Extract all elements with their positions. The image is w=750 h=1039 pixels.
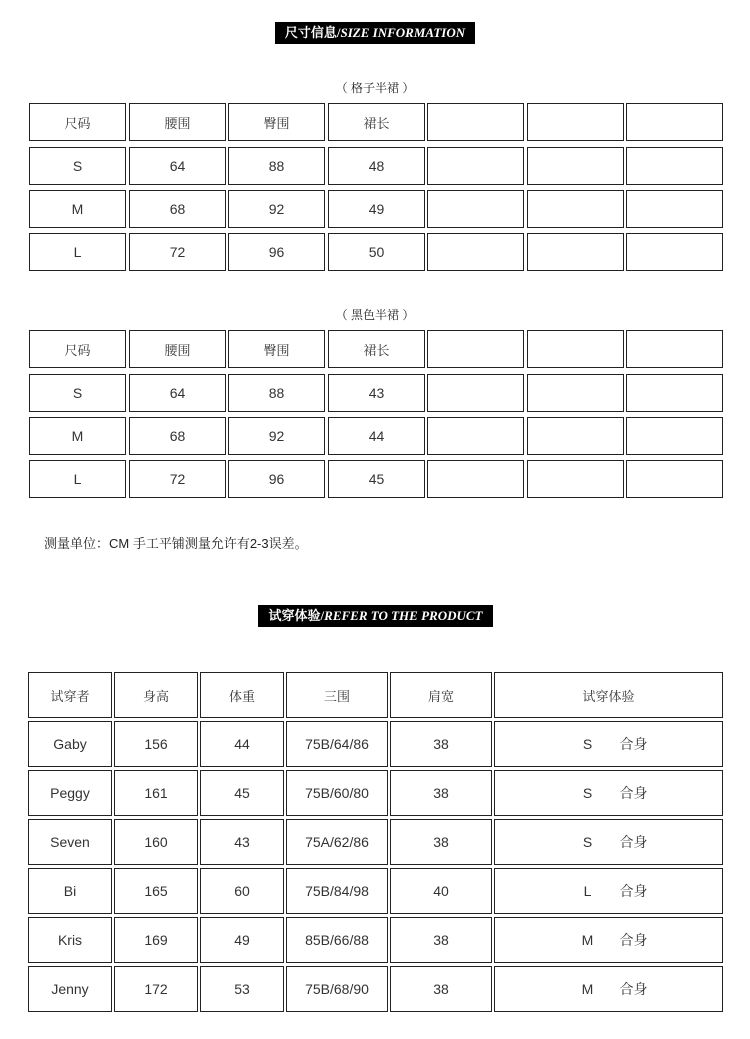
cell-blank-1 [427,374,524,412]
cell-shoulder: 38 [390,770,492,816]
black-skirt-subtitle: （ 黑色半裙 ） [335,308,415,322]
cell-blank-1 [427,233,524,271]
cell-hip: 92 [228,190,325,228]
header-blank-1 [427,103,524,141]
cell-tester: Gaby [28,721,112,767]
cell-length: 45 [328,460,425,498]
cell-size: L [29,460,126,498]
cell-shoulder: 40 [390,868,492,914]
header-blank-2 [527,103,624,141]
cell-waist: 64 [129,147,226,185]
cell-measurements: 75A/62/86 [286,819,388,865]
cell-blank-3 [626,460,723,498]
cell-length: 49 [328,190,425,228]
cell-height: 160 [114,819,198,865]
cell-length: 48 [328,147,425,185]
cell-weight: 53 [200,966,284,1012]
cell-blank-3 [626,147,723,185]
cell-waist: 64 [129,374,226,412]
cell-weight: 45 [200,770,284,816]
fit-result: 合身 [619,883,648,899]
header-blank-3 [626,330,723,368]
cell-fit-experience [494,868,723,914]
cell-shoulder: 38 [390,917,492,963]
header-waist: 腰围 [129,330,226,368]
cell-hip: 96 [228,460,325,498]
cell-measurements: 75B/60/80 [286,770,388,816]
cell-weight: 49 [200,917,284,963]
fit-size: S [582,834,593,850]
cell-blank-2 [527,374,624,412]
cell-blank-3 [626,233,723,271]
plaid-skirt-subtitle: （ 格子半裙 ） [335,81,415,95]
fit-experience-banner [258,605,493,627]
cell-tester: Jenny [28,966,112,1012]
cell-weight: 60 [200,868,284,914]
fit-size: M [581,981,594,997]
cell-length: 43 [328,374,425,412]
cell-shoulder: 38 [390,721,492,767]
fit-size: S [582,785,593,801]
cell-hip: 96 [228,233,325,271]
fit-result: 合身 [619,834,648,850]
header-length: 裙长 [328,103,425,141]
size-info-title-cn: 尺寸信息/ [284,25,341,40]
cell-hip: 88 [228,374,325,412]
cell-blank-3 [626,374,723,412]
cell-blank-3 [626,190,723,228]
cell-size: S [29,147,126,185]
size-info-banner [275,22,475,44]
cell-measurements: 75B/64/86 [286,721,388,767]
fit-experience-title-cn: 试穿体验/ [268,608,325,623]
cell-height: 161 [114,770,198,816]
cell-measurements: 75B/84/98 [286,868,388,914]
measurement-note: 测量单位：CM 手工平铺测量允许有2-3误差。 [44,536,308,551]
header-tester: 试穿者 [28,672,112,718]
cell-blank-1 [427,460,524,498]
header-fit-experience: 试穿体验 [494,672,723,718]
cell-blank-2 [527,460,624,498]
cell-blank-2 [527,147,624,185]
cell-size: L [29,233,126,271]
cell-blank-1 [427,417,524,455]
fit-size: M [581,932,594,948]
fit-experience-title-en: REFER TO THE PRODUCT [324,608,483,623]
cell-blank-2 [527,233,624,271]
header-blank-2 [527,330,624,368]
header-size: 尺码 [29,330,126,368]
cell-tester: Peggy [28,770,112,816]
cell-height: 165 [114,868,198,914]
fit-result: 合身 [619,785,648,801]
cell-hip: 88 [228,147,325,185]
cell-shoulder: 38 [390,966,492,1012]
fit-result: 合身 [619,981,648,997]
cell-tester: Seven [28,819,112,865]
cell-blank-3 [626,417,723,455]
fit-size: L [583,883,592,899]
cell-height: 172 [114,966,198,1012]
cell-size: M [29,190,126,228]
cell-fit-experience [494,819,723,865]
cell-waist: 72 [129,460,226,498]
cell-length: 50 [328,233,425,271]
size-info-title-en: SIZE INFORMATION [340,25,466,40]
cell-blank-2 [527,417,624,455]
header-measurements: 三围 [286,672,388,718]
cell-height: 156 [114,721,198,767]
cell-blank-1 [427,190,524,228]
cell-fit-experience [494,917,723,963]
cell-fit-experience [494,966,723,1012]
header-blank-3 [626,103,723,141]
cell-tester: Bi [28,868,112,914]
header-shoulder: 肩宽 [390,672,492,718]
fit-result: 合身 [619,932,648,948]
header-waist: 腰围 [129,103,226,141]
cell-tester: Kris [28,917,112,963]
cell-measurements: 75B/68/90 [286,966,388,1012]
header-weight: 体重 [200,672,284,718]
header-length: 裙长 [328,330,425,368]
fit-result: 合身 [619,736,648,752]
header-blank-1 [427,330,524,368]
cell-length: 44 [328,417,425,455]
cell-fit-experience [494,770,723,816]
fit-size: S [582,736,593,752]
cell-size: S [29,374,126,412]
cell-waist: 68 [129,417,226,455]
cell-waist: 68 [129,190,226,228]
header-size: 尺码 [29,103,126,141]
cell-blank-1 [427,147,524,185]
cell-fit-experience [494,721,723,767]
cell-shoulder: 38 [390,819,492,865]
cell-weight: 43 [200,819,284,865]
header-height: 身高 [114,672,198,718]
cell-waist: 72 [129,233,226,271]
cell-height: 169 [114,917,198,963]
cell-hip: 92 [228,417,325,455]
cell-weight: 44 [200,721,284,767]
cell-measurements: 85B/66/88 [286,917,388,963]
header-hip: 臀围 [228,330,325,368]
cell-size: M [29,417,126,455]
header-hip: 臀围 [228,103,325,141]
cell-blank-2 [527,190,624,228]
